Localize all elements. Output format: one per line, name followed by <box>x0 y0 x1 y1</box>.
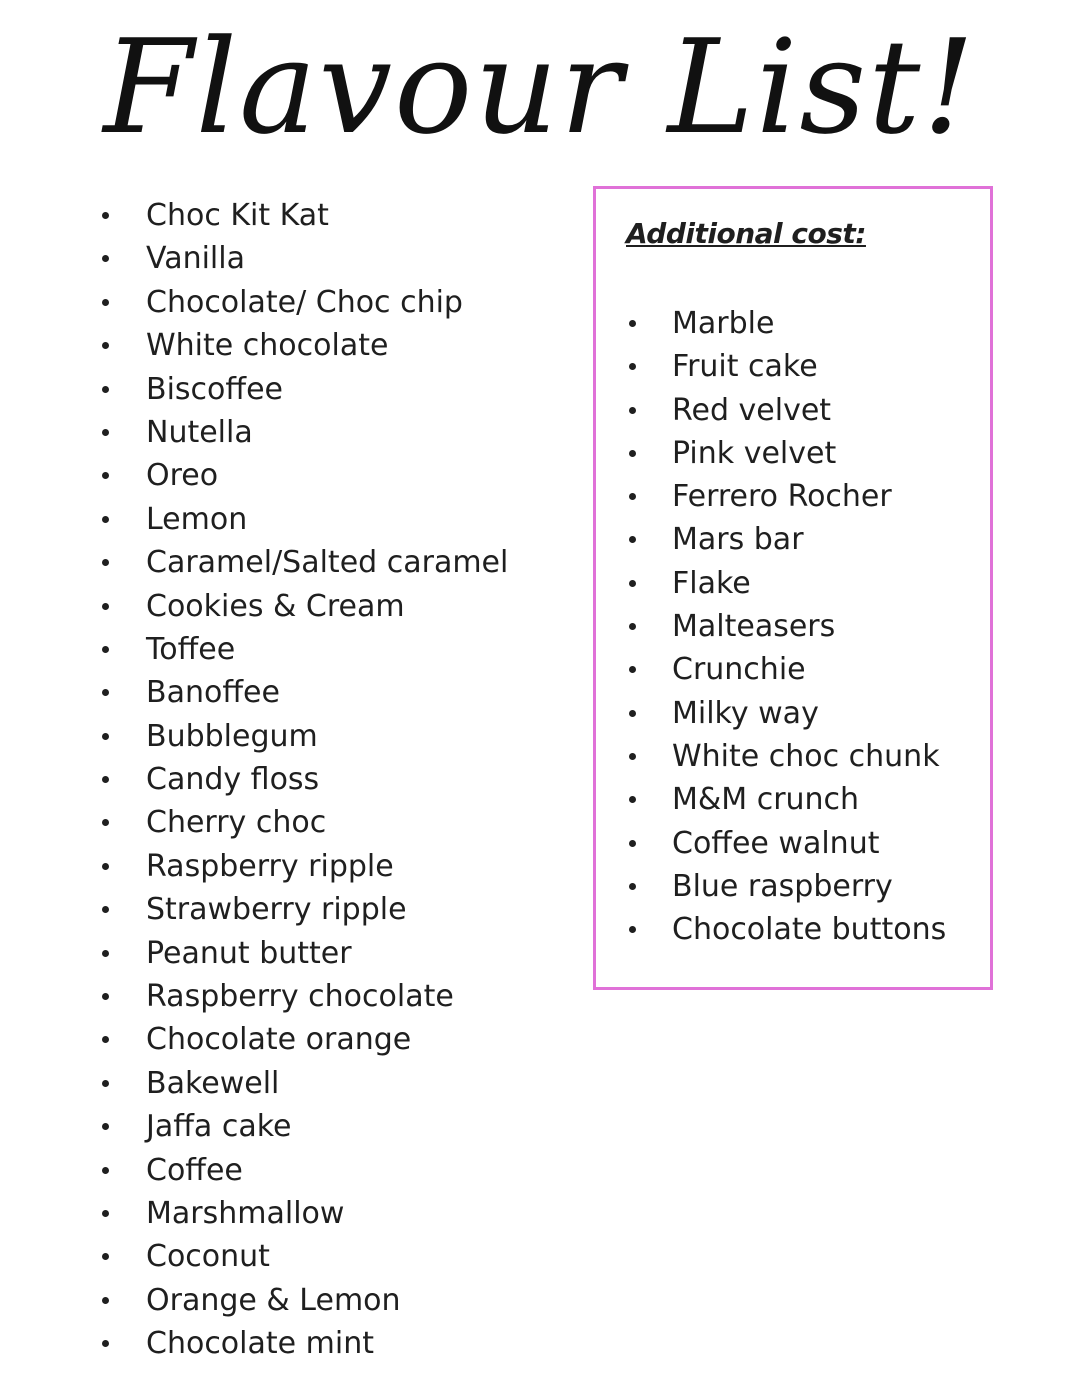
flavour-list <box>0 194 560 1366</box>
list-item: Marshmallow <box>0 1192 560 1235</box>
list-item: Jaffa cake <box>0 1105 560 1148</box>
list-item: Blue raspberry <box>596 865 991 908</box>
list-item: Lemon <box>0 498 560 541</box>
list-item: Milky way <box>596 692 991 735</box>
list-item: Bubblegum <box>0 715 560 758</box>
list-item: Caramel/Salted caramel <box>0 541 560 584</box>
list-item: Chocolate buttons <box>596 908 991 951</box>
list-item: Malteasers <box>596 605 991 648</box>
list-item: Candy floss <box>0 758 560 801</box>
list-item: Vanilla <box>0 237 560 280</box>
list-item: Coconut <box>0 1235 560 1278</box>
list-item: Coffee <box>0 1149 560 1192</box>
list-item: Biscoffee <box>0 368 560 411</box>
list-item: Pink velvet <box>596 432 991 475</box>
list-item: Strawberry ripple <box>0 888 560 931</box>
page-title: Flavour List! <box>103 11 977 163</box>
list-item: Raspberry chocolate <box>0 975 560 1018</box>
additional-cost-list <box>596 302 991 951</box>
list-item: Mars bar <box>596 518 991 561</box>
list-item: Chocolate mint <box>0 1322 560 1365</box>
list-item: Red velvet <box>596 389 991 432</box>
list-item: Bakewell <box>0 1062 560 1105</box>
list-item: Flake <box>596 562 991 605</box>
list-item: White choc chunk <box>596 735 991 778</box>
list-item: Raspberry ripple <box>0 845 560 888</box>
list-item: Peanut butter <box>0 932 560 975</box>
list-item: Crunchie <box>596 648 991 691</box>
list-item: Marble <box>596 302 991 345</box>
list-item: Oreo <box>0 454 560 497</box>
list-item: Ferrero Rocher <box>596 475 991 518</box>
list-item: Chocolate/ Choc chip <box>0 281 560 324</box>
list-item: Coffee walnut <box>596 822 991 865</box>
list-item: Cherry choc <box>0 801 560 844</box>
list-item: White chocolate <box>0 324 560 367</box>
list-item: Toffee <box>0 628 560 671</box>
list-item: Fruit cake <box>596 345 991 388</box>
list-item: Banoffee <box>0 671 560 714</box>
list-item: Choc Kit Kat <box>0 194 560 237</box>
list-item: M&M crunch <box>596 778 991 821</box>
list-item: Orange & Lemon <box>0 1279 560 1322</box>
list-item: Chocolate orange <box>0 1018 560 1061</box>
list-item: Cookies & Cream <box>0 585 560 628</box>
additional-cost-heading: Additional cost: <box>626 217 866 250</box>
additional-cost-box <box>593 186 993 990</box>
list-item: Nutella <box>0 411 560 454</box>
